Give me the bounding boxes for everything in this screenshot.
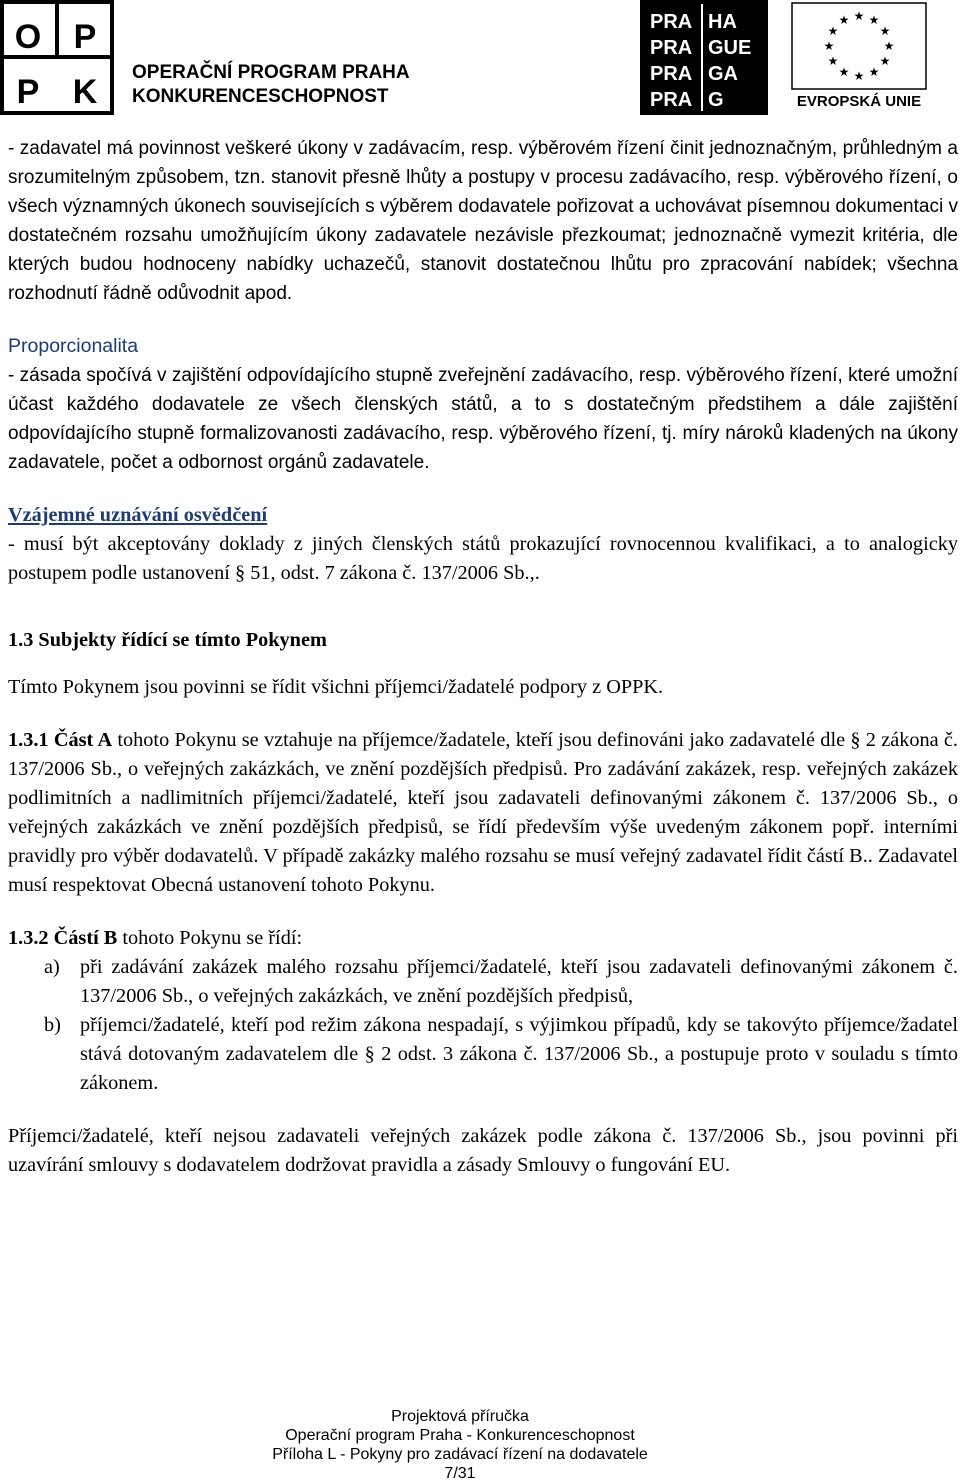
heading-1-3-number: 1.3: [8, 629, 34, 651]
paragraph-vzajemne-uznavani: - musí být akceptovány doklady z jiných členských států prokazující rovnocennou kvalifikaci, a to analogicky postupem podle ustanovení § 51, odst. 7 zákona č. 137/2006 Sb.,.: [8, 533, 958, 584]
heading-1-3-title: Subjekty řídící se tímto Pokynem: [33, 629, 327, 651]
eu-stars-icon: [824, 9, 895, 83]
page-footer: [0, 1407, 920, 1483]
paragraph-proporcionalita: [8, 361, 958, 477]
heading-proporcionalita: Proporcionalita: [8, 335, 139, 357]
praha-row3-left: PRA: [650, 63, 693, 85]
paragraph-1-3-2-text: tohoto Pokynu se řídí:: [117, 927, 303, 949]
eu-star-icon: ★: [853, 69, 865, 83]
eu-star-icon: ★: [827, 24, 839, 38]
heading-1-3: [8, 626, 958, 655]
paragraph-proporcionalita-a: - zásada spočívá v zajištění odpovídajícího stupně zveřejnění zadávacího, resp. výběrového řízení, které umožní účast každého dodavatele ze všech členských států, a to s dostatečným předstihem a dále zajištění odpovídajícího stupně formalizovanosti zadávacího, resp. výběrového řízení, tj.: [8, 365, 958, 444]
paragraph-1-3: Tímto Pokynem jsou povinni se řídit všichni příjemci/žadatelé podpory z OPPK.: [8, 676, 664, 698]
footer-line3: Příloha L - Pokyny pro zadávací řízení na dodavatele: [272, 1446, 648, 1463]
eu-star-icon: ★: [868, 65, 880, 79]
list-item-label: a): [44, 956, 60, 978]
oppk-logo: [0, 0, 420, 115]
eu-star-icon: ★: [838, 65, 850, 79]
heading-vzajemne-uznavani: Vzájemné uznávání osvědčení: [8, 504, 268, 526]
praha-row4-right: G: [708, 89, 724, 111]
eu-logo: [789, 0, 929, 112]
praha-row3-right: GA: [708, 63, 738, 85]
praha-logo: [640, 0, 768, 115]
eu-star-icon: ★: [853, 9, 865, 23]
paragraph-proporcionalita-b: míry nároků kladených na úkony zadavatele, počet a odbornost orgánů zadavatele.: [8, 423, 958, 473]
praha-row2-left: PRA: [650, 37, 693, 59]
heading-1-3-2: 1.3.2 Částí B: [8, 927, 118, 949]
praha-row4-left: PRA: [650, 89, 693, 111]
paragraph-transparency-b: výběrového řízení, o všech významných úkonech souvisejících s výběrem dodavatele pořizovat a uchovávat písemnou dokumentaci v dostatečném rozsahu umožňujícím úkony zadavatele nezávisle přezkoumat; jednoznačně vymezit kritéria, dle kterých budou hodnoceny nabídky uchazečů, stanovit dostatečnou lhůtu pro zpracování nabídek; všechna rozhodnutí řádně odůvodnit apod.: [8, 167, 958, 304]
oppk-letter-k: K: [72, 73, 98, 111]
part-b-list: [8, 953, 958, 1098]
eu-star-icon: ★: [868, 13, 880, 27]
paragraph-transparency-a: - zadavatel má povinnost veškeré úkony v zadávacím, resp. výběrovém řízení činit jednoznačným, průhledným a srozumitelným způsobem, tzn. stanovit přesně lhůty a postupy v procesu zadávacího, resp.: [8, 138, 958, 188]
footer-line2: Operační program Praha - Konkurenceschopnost: [285, 1427, 635, 1444]
paragraph-closing: Příjemci/žadatelé, kteří nejsou zadavateli veřejných zakázek podle zákona č. 137/2006 Sb., jsou povinni při uzavírání smlouvy s dodavatelem dodržovat pravidla a zásady Smlouvy o fungování EU.: [8, 1125, 958, 1176]
paragraph-1-3-1: [8, 726, 958, 900]
paragraph-1-3-1-text: tohoto Pokynu se vztahuje na příjemce/žadatele, kteří jsou definováni jako zadavatelé dle § 2 zákona č. 137/2006 Sb., o veřejných zakázkách, ve znění pozdějších předpisů. Pro zadávání zakázek, resp. veřejných zakázek podlimitních a nadlimitních příjemci/žadatelé, kteří jsou zadavateli definovanými zákonem č. 137/2006 Sb., o veřejných zakázkách ve znění pozdějších předpisů, se řídí především výše uvedeným zákonem popř. interními pravidly pro výběr dodavatelů. V případě zakázky malého rozsahu se musí veřejný zadavatel řídit částí B.. Zadavatel musí respektovat Obecná ustanovení tohoto Pokynu.: [8, 729, 958, 896]
list-item-text: při zadávání zakázek malého rozsahu příjemci/žadatelé, kteří jsou zadavateli definovanými zákonem č. 137/2006 Sb., o veřejných zakázkách, ve znění pozdějších předpisů,: [80, 956, 958, 1007]
eu-star-icon: ★: [838, 13, 850, 27]
praha-row1-right: HA: [708, 11, 737, 33]
list-item-text: příjemci/žadatelé, kteří pod režim zákona nespadají, s výjimkou případů, kdy se takovýto příjemce/žadatel stává dotovaným zadavatelem dle § 2 odst. 3 zákona č. 137/2006 Sb., a postupuje proto v souladu s tímto zákonem.: [80, 1014, 958, 1094]
list-item: [8, 1011, 958, 1098]
oppk-letter-p1: P: [73, 18, 97, 56]
oppk-line2: KONKURENCESCHOPNOST: [132, 86, 389, 107]
praha-row2-right: GUE: [708, 37, 752, 59]
praha-row1-left: PRA: [650, 11, 693, 33]
eu-star-icon: ★: [827, 54, 839, 68]
page-number: 7/31: [444, 1465, 476, 1482]
eu-star-icon: ★: [879, 24, 891, 38]
eu-label: EVROPSKÁ UNIE: [796, 93, 922, 110]
oppk-line1: OPERAČNÍ PROGRAM PRAHA: [132, 62, 410, 83]
eu-star-icon: ★: [883, 39, 895, 53]
document-body: [8, 134, 958, 1180]
eu-star-icon: ★: [879, 54, 891, 68]
oppk-letter-o: O: [14, 18, 42, 56]
heading-1-3-1: 1.3.1 Část A: [8, 729, 113, 751]
footer-line1: Projektová příručka: [391, 1408, 529, 1425]
paragraph-transparency: [8, 134, 958, 308]
list-item: [8, 953, 958, 1011]
list-item-label: b): [44, 1014, 61, 1036]
eu-star-icon: ★: [823, 39, 835, 53]
oppk-letter-p2: P: [16, 73, 40, 111]
paragraph-1-3-2: [8, 924, 958, 953]
